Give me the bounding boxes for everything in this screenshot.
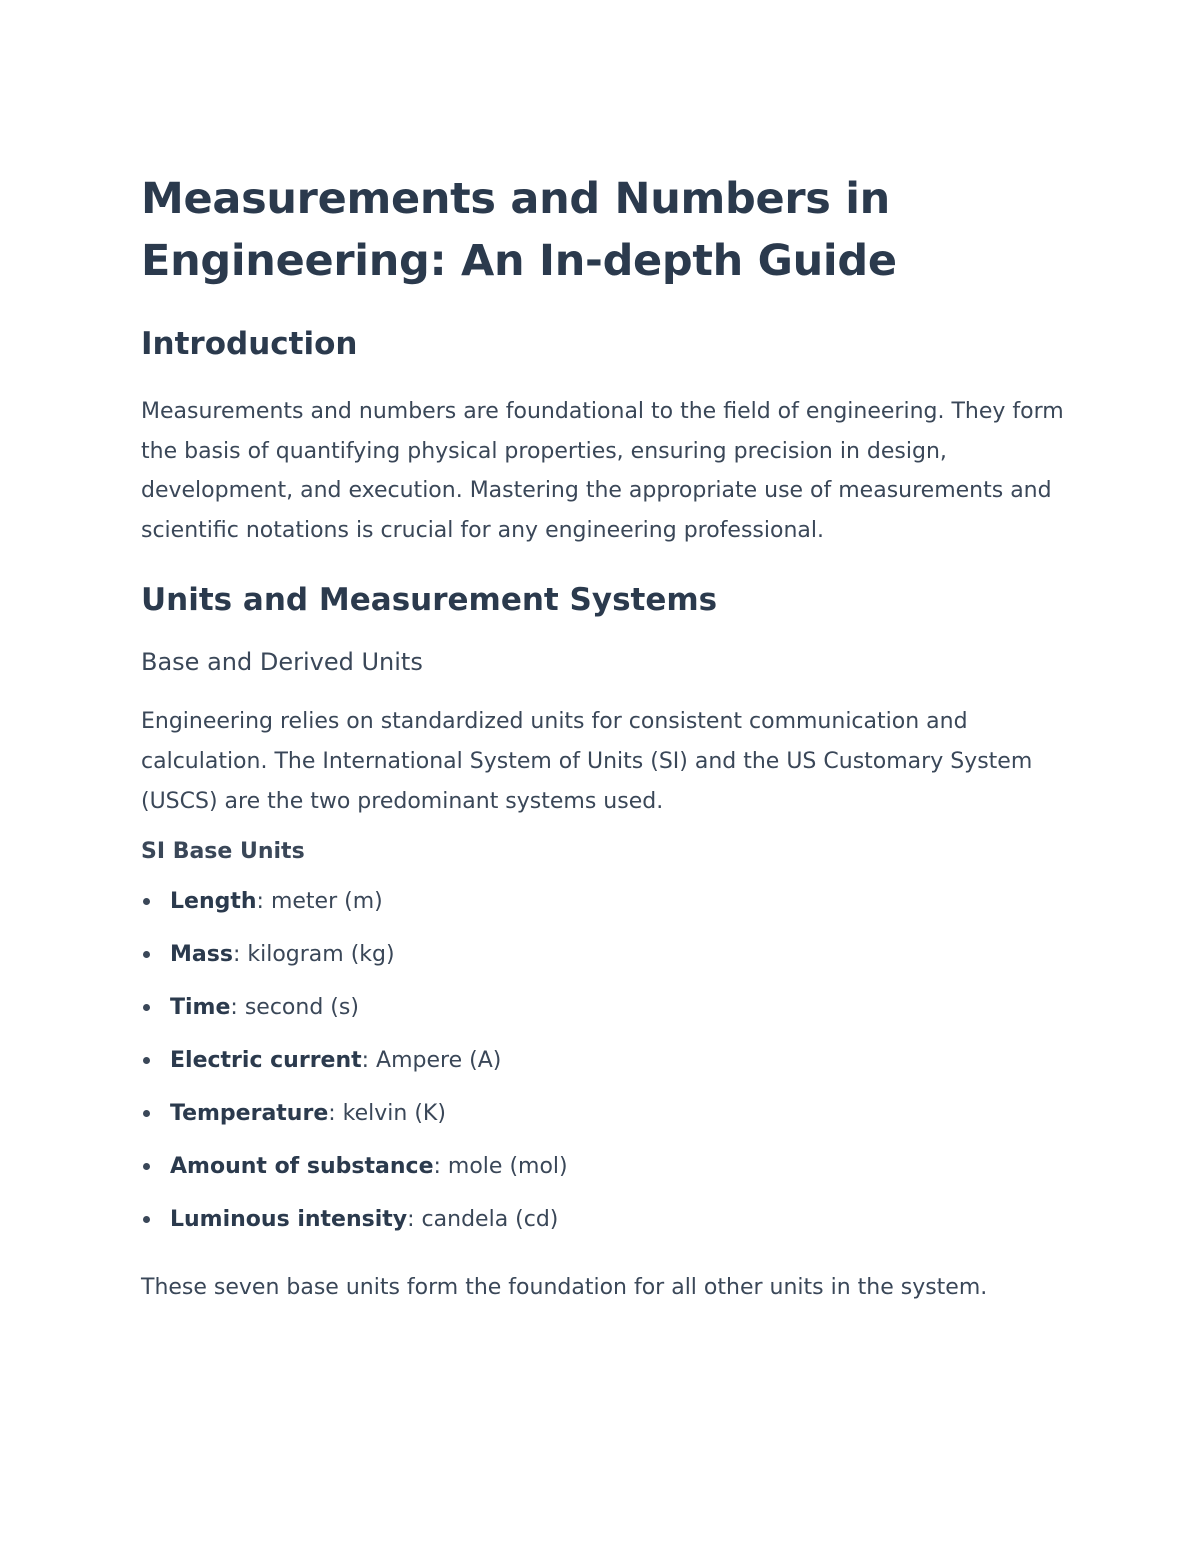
- list-item: [141, 1034, 1071, 1087]
- unit-separator: :: [433, 1154, 441, 1180]
- list-item: [141, 981, 1071, 1034]
- list-item: [141, 1140, 1071, 1193]
- units-paragraph: Engineering relies on standardized units for consistent communication and calculation. The International System of Units (SI) and the US Customary System (USCS) are the two predominant systems used.: [141, 709, 1033, 814]
- unit-value: second (s): [237, 995, 359, 1021]
- unit-separator: :: [230, 995, 238, 1021]
- si-base-units-list: [141, 875, 1071, 1246]
- unit-term: Luminous intensity: [170, 1207, 408, 1233]
- bullet-icon: [143, 1110, 150, 1117]
- unit-separator: :: [328, 1101, 336, 1127]
- unit-term: Electric current: [170, 1048, 362, 1074]
- bullet-icon: [143, 1004, 150, 1011]
- unit-separator: :: [232, 942, 241, 968]
- bullet-icon: [143, 898, 150, 905]
- si-base-units-label: SI Base Units: [141, 839, 305, 865]
- list-item: [141, 1087, 1071, 1140]
- unit-separator: :: [256, 889, 264, 915]
- units-section-heading: Units and Measurement Systems: [141, 582, 718, 619]
- unit-term: Length: [170, 889, 257, 915]
- page-title: [141, 168, 1071, 292]
- unit-term: Temperature: [170, 1101, 329, 1127]
- unit-separator: :: [407, 1207, 415, 1233]
- unit-value: candela (cd): [414, 1207, 559, 1233]
- unit-value: meter (m): [263, 889, 383, 915]
- closing-paragraph: These seven base units form the foundation for all other units in the system.: [141, 1275, 988, 1301]
- unit-term: Amount of substance: [170, 1154, 434, 1180]
- introduction-paragraph: Measurements and numbers are foundational to the field of engineering. They form the basis of quantifying physical properties, ensuring precision in design, development, and execution. Mastering the appropriate use of measurements and scientific notations is crucial for any engineering professional.: [141, 399, 1064, 543]
- page-title-line-2: Engineering: An In-depth Guide: [141, 236, 897, 286]
- bullet-icon: [143, 1216, 150, 1223]
- unit-value: Ampere (A): [369, 1048, 502, 1074]
- unit-term: Mass: [170, 942, 233, 968]
- page-title-line-1: Measurements and Numbers in: [141, 174, 890, 224]
- bullet-icon: [143, 1163, 150, 1170]
- introduction-heading: Introduction: [141, 326, 358, 362]
- unit-separator: :: [361, 1048, 370, 1074]
- document-page: [141, 168, 1071, 1308]
- list-item: [141, 1193, 1071, 1246]
- bullet-icon: [143, 951, 150, 958]
- unit-value: kilogram (kg): [240, 942, 395, 968]
- bullet-icon: [143, 1057, 150, 1064]
- list-item: [141, 928, 1071, 981]
- unit-value: mole (mol): [440, 1154, 568, 1180]
- base-derived-units-subheading: Base and Derived Units: [141, 648, 423, 677]
- list-item: [141, 875, 1071, 928]
- unit-value: kelvin (K): [335, 1101, 446, 1127]
- unit-term: Time: [170, 995, 231, 1021]
